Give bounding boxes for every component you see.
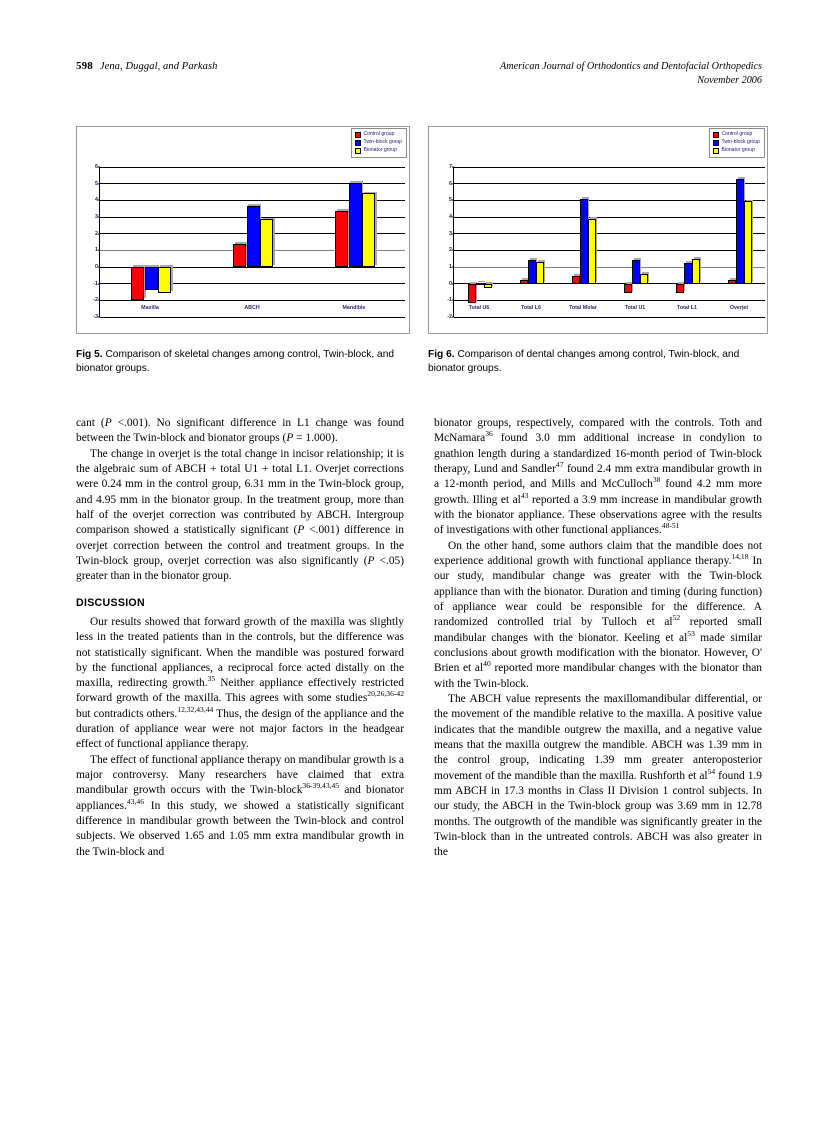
y-tick-mark [452, 217, 454, 218]
bar [349, 183, 362, 267]
body-paragraph: cant (P <.001). No significant difference in L1 change was found between the Twin-block and bionator groups (P = 1.000). [76, 417, 404, 445]
figure-6-caption-label: Fig 6. [428, 349, 455, 360]
x-axis-category-label: Overjet [729, 305, 749, 311]
fig5-chart [76, 126, 410, 334]
bar [520, 280, 528, 284]
y-tick-mark [452, 233, 454, 234]
bar [728, 280, 736, 284]
y-tick-mark [98, 250, 100, 251]
bar [484, 284, 492, 288]
body-paragraph: bionator groups, respectively, compared with the controls. Toth and McNamara$^{36}$ found 3.0 mm additional increase in condylion to gnathion length during a standardized 16-month period of Twin-block therapy, Lund and Sandler$^{47}$ found 2.4 mm extra mandibular growth in a 12-month period, and Mills and McCulloch$^{38}$ found 4.2 mm more growth. Illing et $al^{43}$ reported a 3.9 mm increase in mandibular growth with the bionator appliance. These observations agree with the results of investigations with other functional appliances.$^{48-51}$ [434, 417, 762, 537]
bar [736, 179, 744, 284]
bar [468, 284, 476, 304]
body-paragraph: On the other hand, some authors claim that the mandible does not experience additional growth with functional appliance therapy.$^{14,18}$ In our study, mandibular change was greater with the Twin-block appliance than with the bionator. Duration and timing (during function) of appliance wear could be responsible for the difference. A randomized controlled trial by Tulloch et $al^{52}$ reported small mandibular changes with the bionator. Keeling et $al^{53}$ made similar conclusions about growth modification with the bionator. However, O' Brien et $al^{40}$ reported more mandibular changes with the bionator than with the Twin-block. [434, 539, 763, 690]
bar [640, 274, 648, 284]
legend-item [355, 131, 402, 139]
issue-date: November 2006 [697, 75, 762, 87]
y-tick-mark [98, 233, 100, 234]
y-tick-mark [452, 317, 454, 318]
journal-title: American Journal of Orthodontics and Dentofacial Orthopedics [499, 61, 762, 72]
y-tick-mark [452, 300, 454, 301]
bar [632, 260, 640, 284]
y-tick-mark [452, 267, 454, 268]
y-axis-tick-label: 3 [449, 230, 452, 237]
x-axis-category-label: Total L1 [677, 305, 697, 311]
grid-line [454, 200, 765, 201]
legend-color-swatch [713, 132, 719, 138]
zero-axis-line [454, 283, 765, 284]
legend-label: Twin-block group [721, 138, 760, 145]
y-axis-tick-label: 3 [95, 214, 98, 220]
y-axis-tick-label: 2 [449, 247, 452, 254]
bar [362, 193, 375, 267]
grid-line [100, 300, 405, 301]
legend-color-swatch [355, 132, 361, 138]
y-tick-mark [452, 167, 454, 168]
y-tick-mark [452, 183, 454, 184]
x-axis-category-label: Total U1 [624, 305, 646, 311]
body-column-right [434, 416, 762, 861]
legend-item [713, 131, 760, 139]
fig5-plot-frame [76, 126, 410, 334]
bar [131, 267, 144, 300]
figure-6-caption [428, 348, 750, 377]
y-tick-mark [98, 217, 100, 218]
grid-line [100, 167, 405, 168]
legend-item [355, 147, 402, 155]
grid-line [454, 217, 765, 218]
bar [260, 219, 273, 267]
y-tick-mark [98, 300, 100, 301]
bar [624, 284, 632, 294]
bar [684, 263, 692, 284]
legend-label: Bionator group [363, 146, 397, 153]
author-names: Jena, Duggal, and Parkash [99, 61, 218, 72]
running-head-right [500, 60, 762, 89]
y-axis-tick-label: 6 [449, 180, 452, 187]
x-axis-category-label: Maxilla [141, 305, 159, 311]
bar [335, 211, 348, 267]
y-axis-tick-label: -1 [447, 297, 452, 304]
legend-item [713, 147, 760, 155]
y-axis-tick-label: 2 [95, 230, 98, 237]
legend-color-swatch [713, 148, 719, 154]
running-head [76, 60, 762, 89]
legend-item [713, 139, 760, 147]
bar [588, 219, 596, 284]
bar [233, 244, 246, 267]
legend-label: Twin-block group [363, 138, 402, 145]
y-axis-tick-label: 5 [95, 180, 98, 187]
x-axis-category-label: Total Molar [569, 305, 597, 311]
body-column-left [76, 416, 404, 861]
page-number: 598 [76, 60, 93, 72]
y-axis-tick-label: 1 [449, 264, 452, 270]
legend-color-swatch [713, 140, 719, 146]
y-axis-tick-label: -2 [447, 314, 452, 320]
legend-item [355, 139, 402, 147]
figure-5-caption-text: Comparison of skeletal changes among control, Twin-block, and bionator groups. [76, 349, 395, 375]
y-tick-mark [98, 183, 100, 184]
bar [572, 276, 580, 284]
grid-line [454, 317, 765, 318]
y-axis-tick-label: 0 [95, 264, 98, 270]
bar [528, 260, 536, 284]
y-tick-mark [452, 250, 454, 251]
grid-line [454, 300, 765, 301]
y-axis-tick-label: -3 [93, 314, 98, 320]
plot-area [447, 164, 765, 320]
y-axis-tick-label: 4 [449, 214, 452, 220]
body-columns [76, 416, 762, 861]
bar [158, 267, 171, 293]
x-axis-category-label: ABCH [244, 305, 260, 311]
y-axis-tick-label: 1 [95, 247, 98, 254]
grid-line [454, 267, 765, 268]
x-axis-category-label: Total U6 [468, 305, 490, 311]
grid-line [454, 250, 765, 251]
body-paragraph: The effect of functional appliance therapy on mandibular growth is a major controversy. Many researchers have claimed that extra mandibular growth occurs with the Twin-block$^{36-39,43,45}$ and bionator appliances.$^{43,46}$ In this study, we showed a statistically significant difference in mandibular growth between the Twin-block and control subjects. We observed 1.65 and 1.05 mm extra mandibular growth in the Twin-block and [76, 753, 405, 858]
figure-5-caption [76, 348, 398, 377]
plot-area [93, 164, 405, 320]
y-axis-tick-label: 6 [95, 164, 98, 170]
y-axis-tick-label: -1 [93, 280, 98, 287]
figure-5-caption-label: Fig 5. [76, 349, 103, 360]
x-axis-category-label: Mandible [342, 305, 366, 311]
y-axis-tick-label: 5 [449, 197, 452, 204]
bar [145, 267, 158, 290]
y-tick-mark [98, 317, 100, 318]
bar [744, 201, 752, 284]
legend-label: Control group [363, 131, 395, 137]
x-axis-category-label: Total L6 [521, 305, 541, 311]
legend-color-swatch [355, 148, 361, 154]
figure-5-block [76, 126, 410, 377]
y-tick-mark [98, 283, 100, 284]
grid-line [100, 317, 405, 318]
y-tick-mark [98, 167, 100, 168]
legend-label: Control group [721, 131, 753, 137]
body-paragraph: The ABCH value represents the maxillomandibular differential, or the movement of the mandible relative to the maxilla. A positive value indicates that the mandible outgrew the maxilla, and a negative value means that the maxilla outgrew the mandible. ABCH was 1.39 mm in the control group, indicating 1.39 mm greater anteroposterior movement of the mandible than the maxilla. Rushforth et $al^{54}$ found 1.9 mm ABCH in 17.3 months in Class II Division 1 control subjects. In our study, the ABCH in the Twin-block group was 3.69 mm in 12.78 months. The outgrowth of the mandible was significantly greater in the Twin-block than in the untreated controls. ABCH was also greater in the [434, 692, 762, 859]
fig6-plot-frame [428, 126, 768, 334]
figure-6-block [428, 126, 762, 377]
legend-label: Bionator group [721, 146, 755, 153]
legend-color-swatch [355, 140, 361, 146]
grid-line [454, 167, 765, 168]
chart-legend [351, 128, 407, 158]
figure-6-caption-text: Comparison of dental changes among control, Twin-block, and bionator groups. [428, 349, 740, 375]
y-tick-mark [452, 200, 454, 201]
body-paragraph: Our results showed that forward growth of the maxilla was slightly less in the treated patients than in the controls, but the difference was not statistically significant. When the mandible was postured forward by the functional appliances, a reciprocal force acted distally on the maxilla, redirecting growth.$^{35}$ Neither appliance effectively restricted forward growth of the maxilla. This agrees with some studies$^{20,26,36-42}$ but contradicts others.$^{12,32,43,44}$ Thus, the design of the appliance and the duration of appliance wear were not major factors in the headgear effect of functional appliance therapy. [76, 615, 404, 751]
bar [247, 206, 260, 268]
bar [692, 259, 700, 284]
grid-line [454, 233, 765, 234]
bar [580, 199, 588, 284]
y-axis-tick-label: 0 [449, 280, 452, 287]
figure-row [76, 126, 762, 377]
y-tick-mark [98, 200, 100, 201]
running-head-left [76, 60, 218, 72]
bar [676, 284, 684, 293]
section-heading: DISCUSSION [76, 596, 145, 609]
bar [476, 283, 484, 285]
grid-line [454, 183, 765, 184]
y-axis-tick-label: 4 [95, 197, 98, 204]
chart-legend [709, 128, 765, 158]
bar [536, 262, 544, 284]
body-paragraph: The change in overjet is the total change in incisor relationship; it is the algebraic sum of ABCH + total U1 + total L1. Overjet corrections were 0.24 mm in the control group, 6.31 mm in the Twin-block group, and 4.95 mm in the bionator group. In the treatment group, more than half of the overjet correction was contributed by ABCH. Intergroup comparison showed a statistically significant (P <.001) difference in overjet correction between the control and treatment groups. In the Twin-block group, overjet correction was also significantly (P <.05) greater than in the bionator group. [76, 447, 404, 583]
fig6-chart [428, 126, 762, 334]
y-axis-tick-label: -2 [93, 297, 98, 304]
y-axis-tick-label: 7 [449, 164, 452, 170]
